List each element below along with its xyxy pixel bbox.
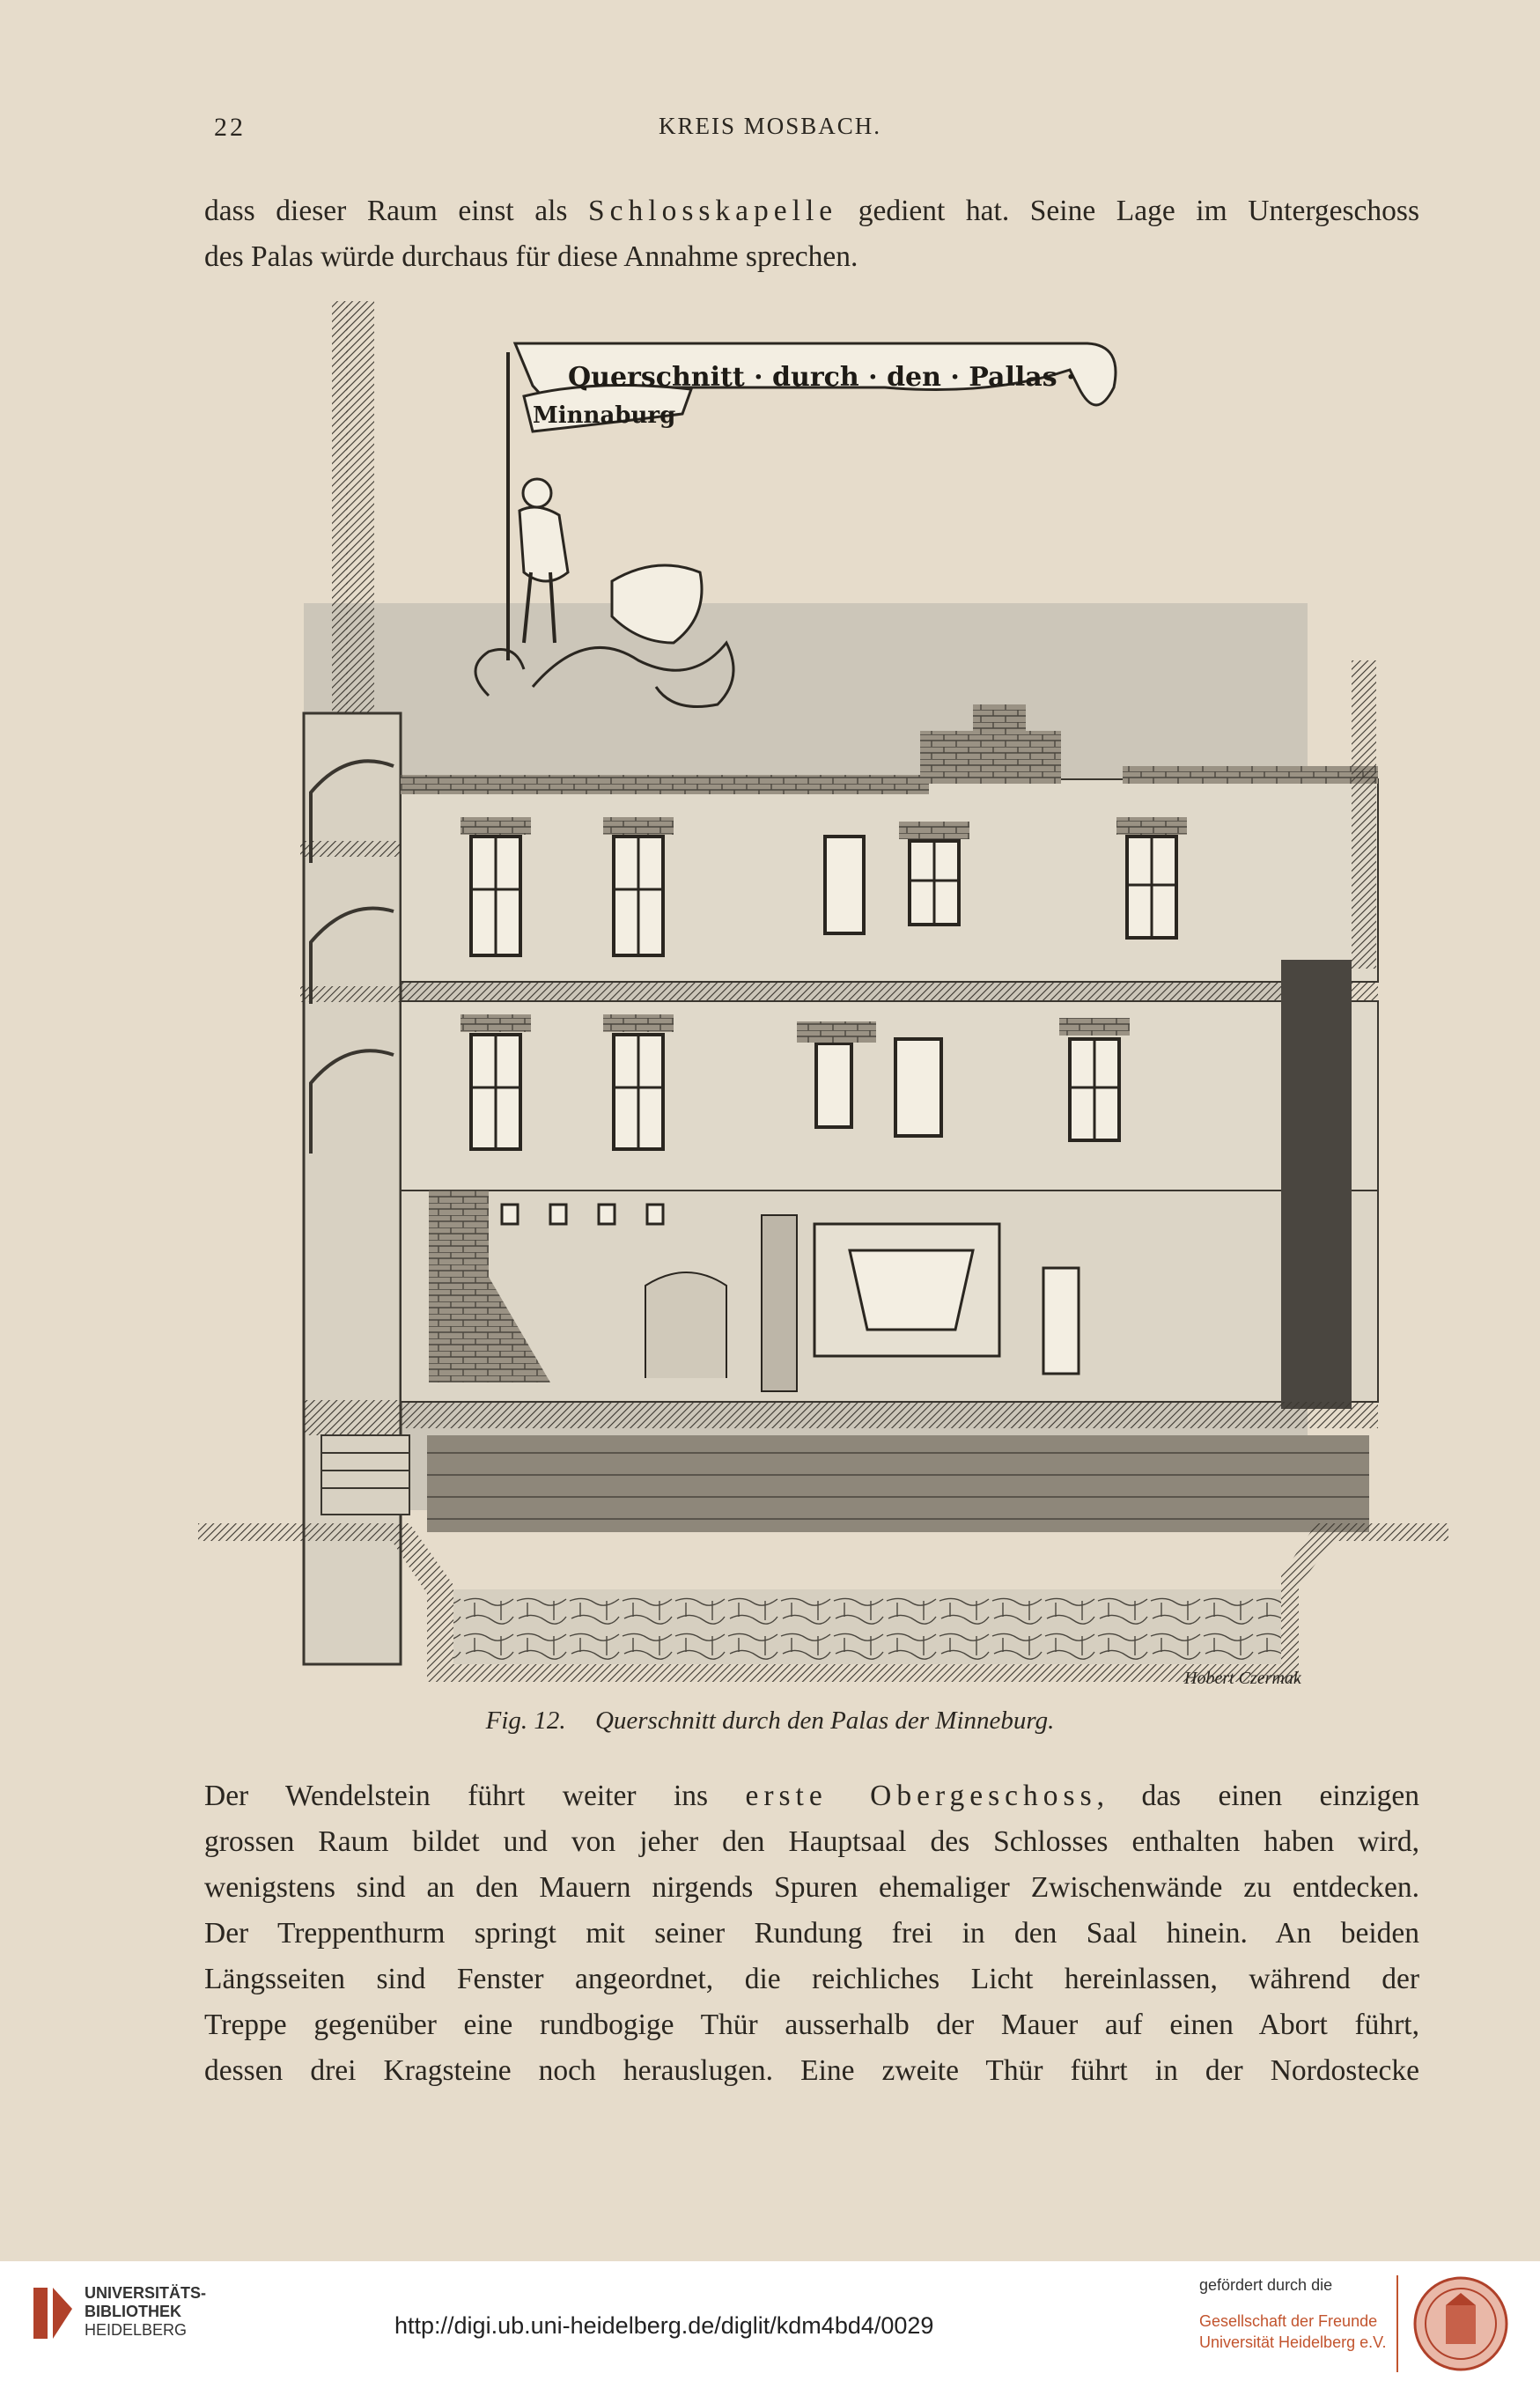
sponsor-line: Universität Heidelberg e.V. <box>1199 2333 1387 2351</box>
middle-floor-wall <box>401 1001 1378 1190</box>
text-span: des Palas würde durchaus für diese Annahme sprechen. <box>204 240 858 273</box>
upper-floor-wall <box>401 779 1378 982</box>
cellar-vault <box>427 1435 1369 1532</box>
banner-subtitle: Minnaburg <box>533 402 676 429</box>
paragraph-2 <box>204 1773 1419 2094</box>
banner-title: Querschnitt · durch · den · Pallas · <box>568 362 1076 393</box>
library-line: UNIVERSITÄTS- <box>85 2284 207 2302</box>
text-line <box>204 1773 1419 1819</box>
text-line: Der Treppenthurm springt mit seiner Rundung frei in den Saal hinein. An beiden <box>204 1917 1419 1950</box>
text-span: gedient hat. Seine Lage im Untergeschoss <box>837 195 1419 227</box>
artist-signature: Hobert Czermak <box>1184 1669 1301 1688</box>
divider <box>1396 2275 1398 2372</box>
foundation-stones <box>453 1589 1281 1664</box>
figure-caption <box>0 1707 1540 1736</box>
text-line: dessen drei Kragsteine noch herauslugen. Eine zweite Thür führt in der Nordostecke <box>204 2054 1419 2087</box>
text-line: Treppe gegenüber eine rundbogige Thür ausserhalb der Mauer auf einen Abort führt, <box>204 2009 1419 2041</box>
text-line: grossen Raum bildet und von jeher den Hauptsaal des Schlosses enthalten haben wird, <box>204 1825 1419 1858</box>
page-number: 22 <box>214 113 246 142</box>
sponsor-name <box>1199 2311 1386 2353</box>
text-span: Der Wendelstein führt weiter ins <box>204 1780 746 1812</box>
sponsor-line: Gesellschaft der Freunde <box>1199 2312 1378 2330</box>
caption-label: Fig. 12. <box>485 1707 566 1735</box>
right-wall <box>1281 960 1352 1409</box>
library-logo-icon <box>30 2282 76 2344</box>
text-line <box>204 234 1419 280</box>
text-span: , das einen einzigen <box>1096 1780 1419 1812</box>
permalink-url[interactable]: http://digi.ub.uni-heidelberg.de/diglit/kdm4bd4/0029 <box>394 2312 934 2339</box>
text-line <box>204 188 1419 234</box>
library-line: HEIDELBERG <box>85 2321 188 2339</box>
caption-text: Querschnitt durch den Palas der Minneburg. <box>594 1707 1055 1735</box>
library-line: BIBLIOTHEK <box>85 2303 181 2320</box>
running-title: KREIS MOSBACH. <box>658 113 882 139</box>
text-span: dass dieser Raum einst als <box>204 195 589 227</box>
library-name <box>85 2284 206 2340</box>
paragraph-1 <box>204 188 1419 280</box>
text-line: Längsseiten sind Fenster angeordnet, die reichliches Licht hereinlassen, während der <box>204 1963 1419 1995</box>
left-tower <box>346 301 374 750</box>
spaced-term: erste Obergeschoss <box>745 1780 1097 1812</box>
sponsor-intro: gefördert durch die <box>1199 2276 1333 2294</box>
spaced-term: Schlosskapelle <box>588 195 838 227</box>
cross-section-illustration <box>198 291 1448 1699</box>
text-line: wenigstens sind an den Mauern nirgends Spuren ehemaliger Zwischenwände zu entdecken. <box>204 1871 1419 1904</box>
university-seal-icon <box>1412 2275 1509 2372</box>
